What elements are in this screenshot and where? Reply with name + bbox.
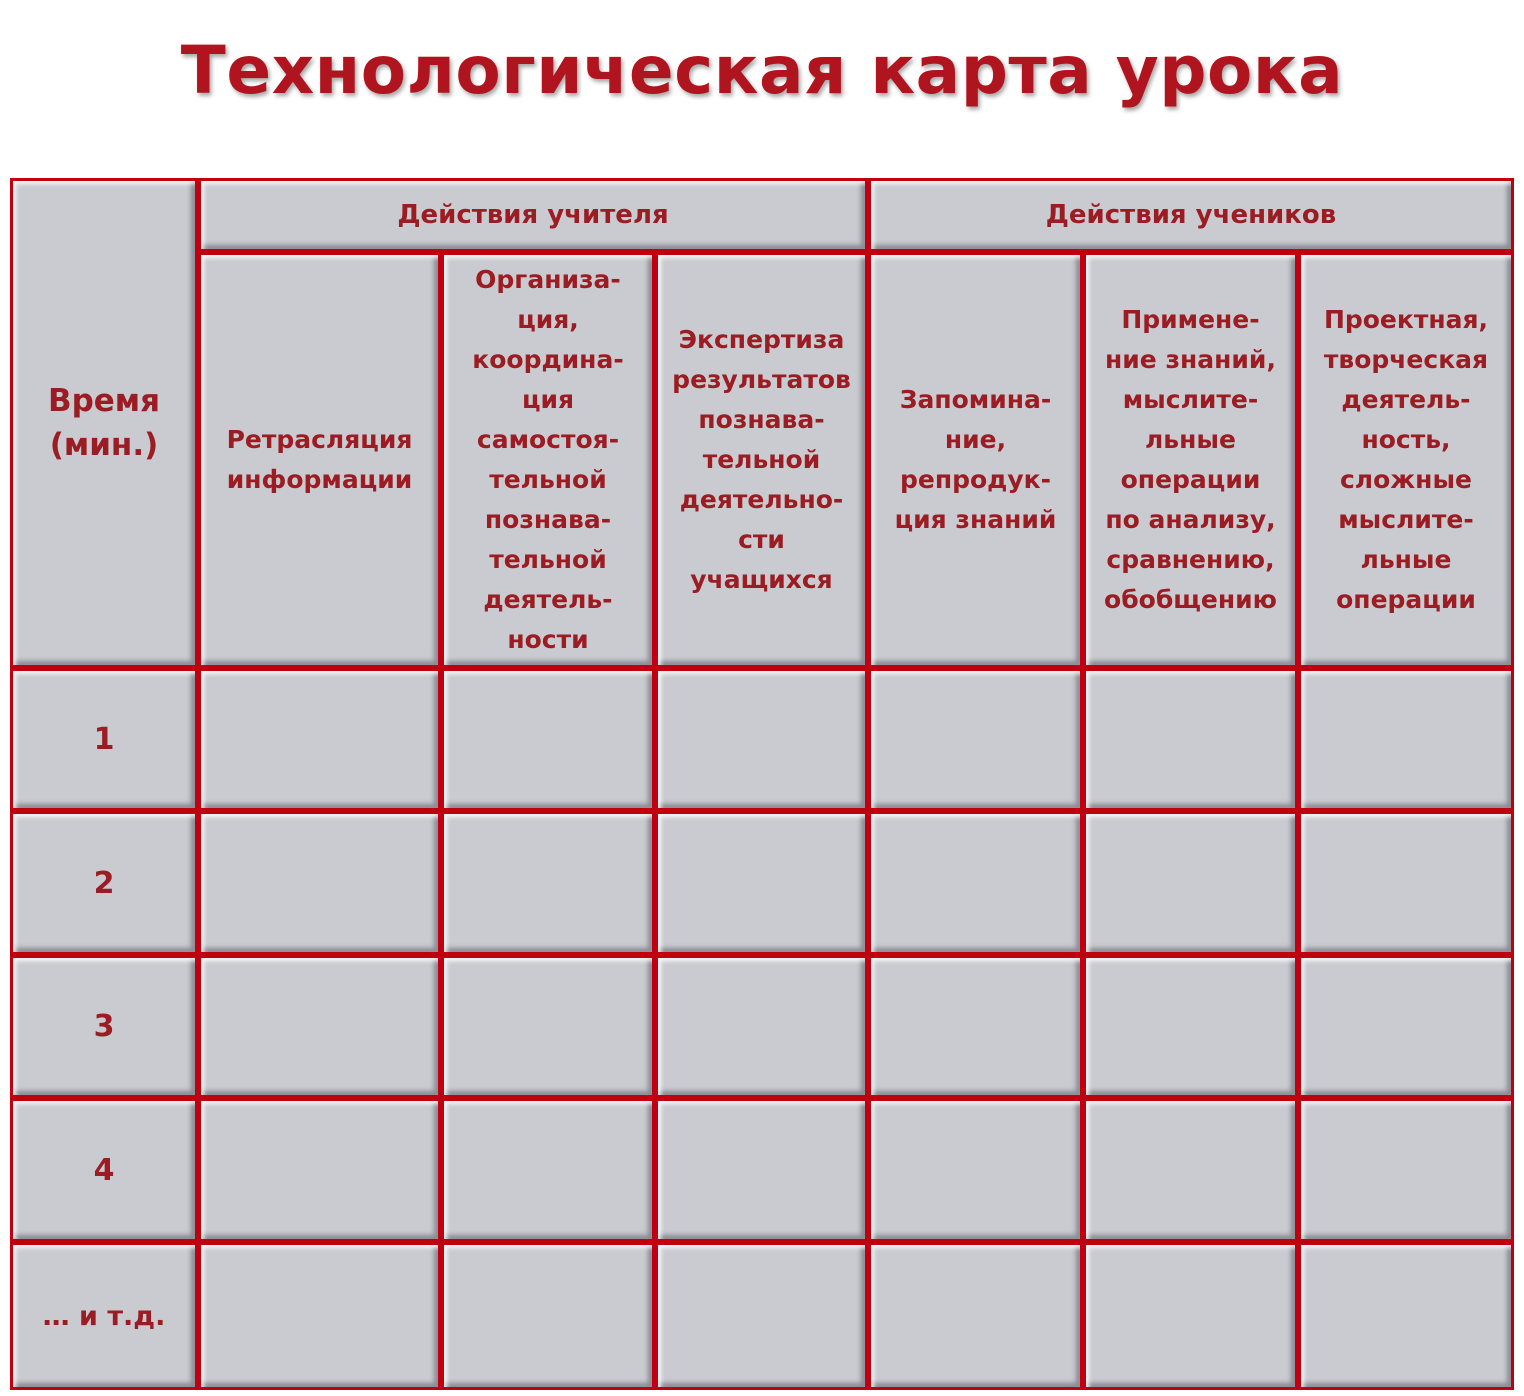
- table-cell[interactable]: [1083, 1242, 1298, 1390]
- row-label: 2: [10, 811, 198, 955]
- table-cell[interactable]: [868, 1098, 1083, 1242]
- table-cell[interactable]: [441, 1242, 655, 1390]
- table-cell[interactable]: [198, 668, 441, 811]
- table-cell[interactable]: [868, 1242, 1083, 1390]
- table-cell[interactable]: [198, 1242, 441, 1390]
- column-header-expertise: Экспертиза результатов познава- тельной деятельно- сти учащихся: [655, 252, 868, 668]
- table-cell[interactable]: [655, 955, 868, 1098]
- table-cell[interactable]: [1083, 668, 1298, 811]
- column-header-application: Примене- ние знаний, мыслите- льные операции по анализу, сравнению, обобщению: [1083, 252, 1298, 668]
- row-label: … и т.д.: [10, 1242, 198, 1390]
- table-cell[interactable]: [441, 1098, 655, 1242]
- row-label: 1: [10, 668, 198, 811]
- table-cell[interactable]: [1298, 955, 1514, 1098]
- table-cell[interactable]: [441, 811, 655, 955]
- table-cell[interactable]: [1083, 1098, 1298, 1242]
- table-cell[interactable]: [655, 811, 868, 955]
- table-cell[interactable]: [1298, 668, 1514, 811]
- column-header-project: Проектная, творческая деятель- ность, сложные мыслите- льные операции: [1298, 252, 1514, 668]
- table-cell[interactable]: [441, 955, 655, 1098]
- table-cell[interactable]: [1083, 811, 1298, 955]
- student-actions-header: Действия учеников: [868, 178, 1514, 252]
- table-cell[interactable]: [198, 955, 441, 1098]
- column-header-information-relay: Ретрасляция информации: [198, 252, 441, 668]
- row-label: 4: [10, 1098, 198, 1242]
- column-header-memorization: Запомина- ние, репродук- ция знаний: [868, 252, 1083, 668]
- table-cell[interactable]: [1298, 1098, 1514, 1242]
- table-cell[interactable]: [655, 668, 868, 811]
- table-cell[interactable]: [1083, 955, 1298, 1098]
- table-cell[interactable]: [1298, 1242, 1514, 1390]
- page-title: Технологическая карта урока: [180, 32, 1344, 109]
- table-cell[interactable]: [655, 1098, 868, 1242]
- table-cell[interactable]: [198, 811, 441, 955]
- column-header-organization: Организа- ция, координа- ция самостоя- тельной познава- тельной деятель- ности: [441, 252, 655, 668]
- table-cell[interactable]: [441, 668, 655, 811]
- table-cell[interactable]: [868, 811, 1083, 955]
- table-cell[interactable]: [868, 955, 1083, 1098]
- table-cell[interactable]: [198, 1098, 441, 1242]
- table-cell[interactable]: [655, 1242, 868, 1390]
- teacher-actions-header: Действия учителя: [198, 178, 868, 252]
- row-label: 3: [10, 955, 198, 1098]
- table-cell[interactable]: [1298, 811, 1514, 955]
- table-cell[interactable]: [868, 668, 1083, 811]
- time-column-header: Время (мин.): [10, 178, 198, 668]
